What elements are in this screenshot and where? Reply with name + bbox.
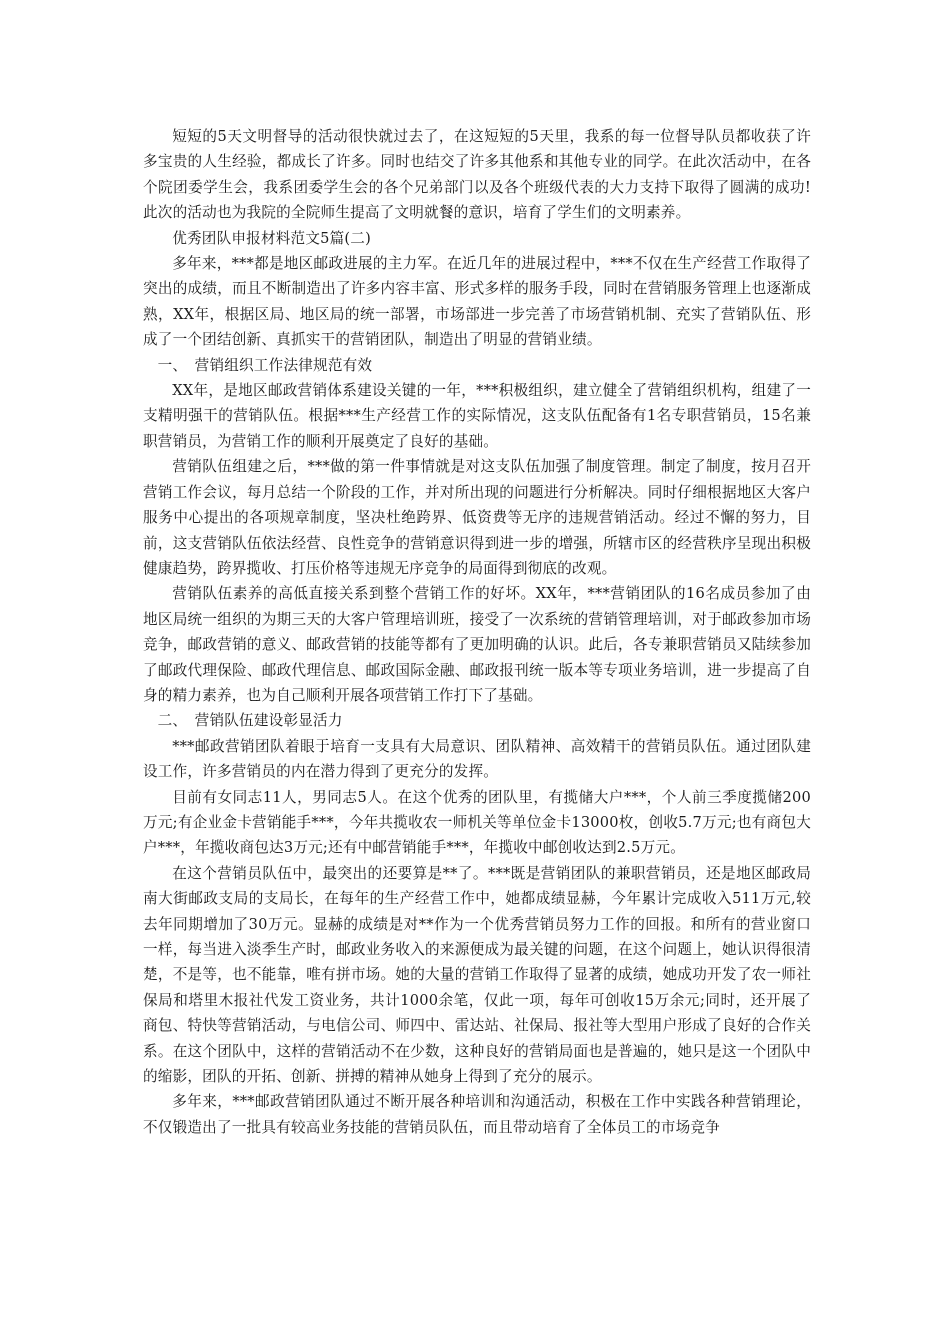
section-title: 优秀团队申报材料范文5篇(二)	[172, 229, 371, 247]
paragraph-members: 目前有女同志11人，男同志5人。在这个优秀的团队里，有揽储大户***，个人前三季度揽储200万元;有企业金卡营销能手***，今年共揽收农一师机关等单位金卡13000枚，创收5.7万元;也有商包大户***，年揽收商包达3万元;还有中邮营销能手***，年揽收中邮创收达到2.5万元。	[143, 788, 811, 857]
paragraph-overview: 多年来，***都是地区邮政进展的主力军。在近几年的进展过程中，***不仅在生产经营工作取得了突出的成绩，而且不断制造出了许多内容丰富、形式多样的服务手段，同时在营销服务管理上也逐渐成熟，XX年，根据区局、地区局的统一部署，市场部进一步完善了市场营销机制、充实了营销队伍、形成了一个团结创新、真抓实干的营销团队，制造出了明显的营销业绩。	[143, 255, 811, 349]
paragraph-intro: 短短的5天文明督导的活动很快就过去了，在这短短的5天里，我系的每一位督导队员都收获了许多宝贵的人生经验，都成长了许多。同时也结交了许多其他系和其他专业的同学。在此次活动中，在各个院团委学生会，我系团委学生会的各个兄弟部门以及各个班级代表的大力支持下取得了圆满的成功!此次的活动也为我院的全院师生提高了文明就餐的意识，培育了学生们的文明素养。	[143, 128, 811, 222]
heading-one: 一、 营销组织工作法律规范有效	[157, 356, 373, 374]
paragraph-training: 营销队伍素养的高低直接关系到整个营销工作的好坏。XX年，***营销团队的16名成员参加了由地区局统一组织的为期三天的大客户管理培训班，接受了一次系统的营销管理培训，对于邮政参加市场竞争，邮政营销的意义、邮政营销的技能等都有了更加明确的认识。此后，各专兼职营销员又陆续参加了邮政代理保险、邮政代理信息、邮政国际金融、邮政报刊统一版本等专项业务培训，进一步提高了自身的精力素养，也为自己顺利开展各项营销工作打下了基础。	[143, 585, 811, 704]
paragraph-organization: XX年，是地区邮政营销体系建设关键的一年，***积极组织，建立健全了营销组织机构，组建了一支精明强干的营销队伍。根据***生产经营工作的实际情况，这支队伍配备有1名专职营销员，15名兼职营销员，为营销工作的顺利开展奠定了良好的基础。	[143, 382, 811, 450]
heading-two: 二、 营销队伍建设彰显活力	[157, 712, 343, 730]
paragraph-standout: 在这个营销员队伍中，最突出的还要算是**了。***既是营销团队的兼职营销员，还是地区邮政局南大街邮政支局的支局长，在每年的生产经营工作中，她都成绩显赫，今年累计完成收入511万元,较去年同期增加了30万元。显赫的成绩是对**作为一个优秀营销员努力工作的回报。和所有的营业窗口一样，每当进入淡季生产时，邮政业务收入的来源便成为最关键的问题，在这个问题上，她认识得很清楚，不是等，也不能靠，唯有拼市场。她的大量的营销工作取得了显著的成绩，她成功开发了农一师社保局和塔里木报社代发工资业务，共计1000余笔，仅此一项，每年可创收15万余元;同时，还开展了商包、特快等营销活动，与电信公司、师四中、雷达站、社保局、报社等大型用户形成了良好的合作关系。在这个团队中，这样的营销活动不在少数，这种良好的营销局面也是普遍的，她只是这一个团队中的缩影，团队的开拓、创新、拼搏的精神从她身上得到了充分的展示。	[143, 864, 811, 1086]
paragraph-management: 营销队伍组建之后，***做的第一件事情就是对这支队伍加强了制度管理。制定了制度，按月召开营销工作会议，每月总结一个阶段的工作，并对所出现的问题进行分析解决。同时仔细根据地区大客户服务中心提出的各项规章制度，坚决杜绝跨界、低资费等无序的违规营销活动。经过不懈的努力，目前，这支营销队伍依法经营、良性竞争的营销意识得到进一步的增强，所辖市区的经营秩序呈现出积极健康趋势，跨界揽收、打压价格等违规无序竞争的局面得到彻底的改观。	[143, 458, 811, 577]
paragraph-team-building: ***邮政营销团队着眼于培育一支具有大局意识、团队精神、高效精干的营销员队伍。通过团队建设工作，许多营销员的内在潜力得到了更充分的发挥。	[143, 737, 811, 781]
document-body	[143, 124, 811, 1140]
paragraph-closing: 多年来，***邮政营销团队通过不断开展各种培训和沟通活动，积极在工作中实践各种营销理论，不仅锻造出了一批具有较高业务技能的营销员队伍，而且带动培育了全体员工的市场竞争	[143, 1093, 811, 1136]
